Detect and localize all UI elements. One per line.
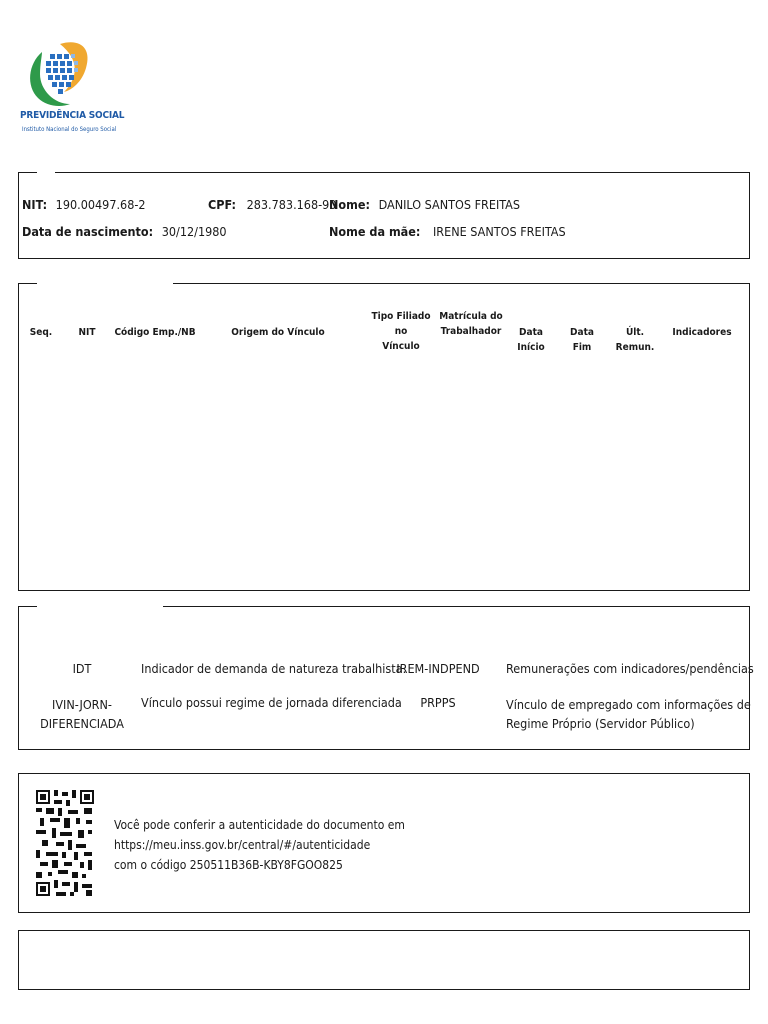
col-tipo-line1: Tipo Filiado no	[371, 311, 431, 337]
footer-box	[18, 930, 750, 990]
logo-emblem-icon	[20, 38, 110, 118]
cpf-value: 283.783.168-90	[246, 197, 337, 212]
col-data-fim: Data Fim	[570, 327, 594, 353]
col-indicadores: Indicadores	[672, 327, 732, 338]
col-data-inicio: Data Início	[517, 327, 545, 353]
col-nit: NIT	[78, 327, 96, 338]
nit-value: 190.00497.68-2	[55, 197, 146, 212]
col-seq: Seq.	[29, 327, 53, 338]
legend-code-ivin	[40, 695, 124, 733]
cpf-label: CPF:	[208, 197, 236, 212]
mae-label: Nome da mãe:	[329, 224, 421, 239]
person-info-box	[18, 172, 750, 259]
auth-url[interactable]: https://meu.inss.gov.br/central/#/autenticidade	[114, 838, 371, 852]
mae-field	[329, 221, 566, 240]
col-matricula	[438, 309, 504, 339]
legend-desc-idt: Indicador de demanda de natureza trabalhista.	[141, 661, 407, 676]
auth-code: com o código 250511B36B-KBY8FGOO825	[114, 858, 343, 872]
col-matricula-line2: Trabalhador	[440, 326, 502, 337]
logo-title: PREVIDÊNCIA SOCIAL	[20, 110, 125, 121]
mae-value: IRENE SANTOS FREITAS	[432, 224, 566, 239]
col-matricula-line1: Matrícula do	[439, 311, 503, 322]
legend-code-idt: IDT	[72, 661, 92, 676]
col-tipo-line2: Vínculo	[382, 341, 420, 352]
nome-label: Nome:	[329, 197, 370, 212]
nome-value: DANILO SANTOS FREITAS	[378, 197, 521, 212]
nit-field	[22, 194, 146, 213]
legend-desc-ivin: Vínculo possui regime de jornada diferenciada	[141, 695, 402, 710]
col-codigo: Código Emp./NB	[114, 327, 196, 338]
legend-desc-irem: Remunerações com indicadores/pendências	[506, 661, 754, 676]
nome-field	[329, 194, 520, 213]
nit-label: NIT:	[22, 197, 48, 212]
qr-code-icon	[36, 790, 94, 896]
nascimento-value: 30/12/1980	[161, 224, 227, 239]
cpf-field	[208, 194, 336, 213]
authentication-text	[114, 815, 405, 875]
col-origem: Origem do Vínculo	[231, 327, 325, 338]
nascimento-label: Data de nascimento:	[22, 224, 154, 239]
legend-desc-prpps-line1: Vínculo de empregado com informações de	[506, 697, 751, 712]
auth-line1: Você pode conferir a autenticidade do documento em	[114, 818, 405, 832]
legend-code-ivin-line2: DIFERENCIADA	[40, 716, 124, 731]
legend-code-irem: IREM-INDPEND	[396, 661, 480, 676]
legend-desc-prpps	[506, 695, 751, 733]
nascimento-field	[22, 221, 227, 240]
legend-code-ivin-line1: IVIN-JORN-	[52, 697, 112, 712]
previdencia-logo	[20, 38, 110, 138]
logo-subtitle: Instituto Nacional do Seguro Social	[22, 126, 117, 133]
legend-code-prpps: PRPPS	[420, 695, 456, 710]
legend-desc-prpps-line2: Regime Próprio (Servidor Público)	[506, 716, 695, 731]
col-ult-remun: Últ. Remun.	[615, 327, 655, 353]
col-tipo-filiado	[364, 309, 438, 354]
